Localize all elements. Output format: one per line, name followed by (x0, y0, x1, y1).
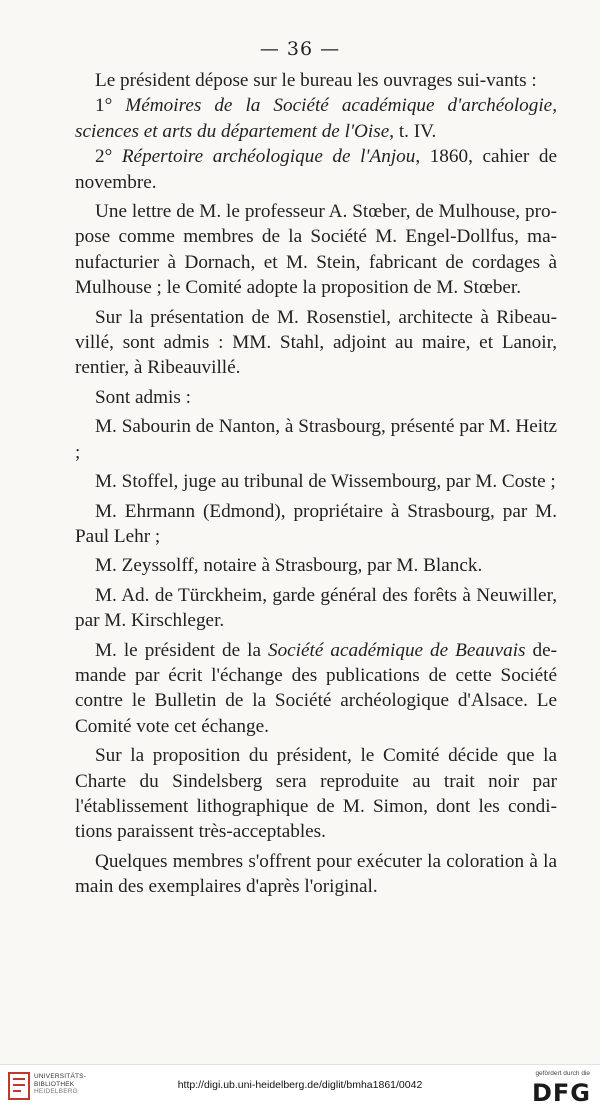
italic-title-run: Mémoires de la Société académique d'archéologie, sciences et arts du département de l'Oise (75, 95, 557, 142)
paragraph (75, 385, 557, 410)
text-run: Quelques membres s'offrent pour exécuter la coloration à la main des exemplaires d'après l'original. (75, 850, 557, 898)
text-run: de-mande par écrit l'échange des publications de cette Société contre le Bulletin de la Société archéologique d'Alsace. Le Comité vote cet échange. (75, 639, 557, 737)
paragraph (75, 849, 557, 900)
text-run: M. Stoffel, juge au tribunal de Wissembourg, par M. Coste ; (95, 471, 556, 493)
paragraph (75, 499, 557, 550)
paragraph (75, 93, 557, 144)
footer-bar (0, 1064, 600, 1108)
text-run: Le président dépose sur le bureau les ouvrages sui-vants : (95, 70, 537, 91)
paragraph (75, 414, 557, 465)
paragraph (75, 638, 557, 740)
library-name-line-3: HEIDELBERG (34, 1088, 78, 1095)
page-body-text (75, 68, 557, 900)
paragraph (75, 553, 557, 578)
text-run: M. Sabourin de Nanton, à Strasbourg, présenté par M. Heitz ; (75, 416, 557, 463)
page-number: — 36 — (259, 38, 341, 60)
text-run: M. Zeyssolff, notaire à Strasbourg, par M. Blanck. (95, 555, 483, 577)
paragraph (75, 68, 557, 93)
italic-title-run: Répertoire archéologique de l'Anjou (121, 146, 416, 168)
library-name-line-1: UNIVERSITÄTS- (34, 1073, 87, 1080)
paragraph (75, 199, 557, 301)
text-run: Une lettre de M. le professeur A. Stœber, de Mulhouse, pro-pose comme membres de la Société M. Engel-Dollfus, ma-nufacturier à Dornach, et M. Stein, fabricant de cordages à Mulhouse ; le Comité adopte la proposition de M. Stœber. (75, 201, 557, 299)
text-run: 1° (95, 95, 126, 117)
funder-caption: gefördert durch die (535, 1070, 590, 1077)
paragraph (75, 583, 557, 634)
permalink-url[interactable]: http://digi.ub.uni-heidelberg.de/diglit/bmha1861/0042 (177, 1079, 423, 1091)
text-run: , t. IV. (389, 120, 437, 142)
text-run: Sur la proposition du président, le Comité décide que la Charte du Sindelsberg sera reproduite au trait noir par l'établissement lithographique de M. Simon, dont les condi-tions paraissent très-acceptables. (75, 745, 557, 843)
text-run: 2° (95, 146, 122, 168)
paragraph (75, 469, 557, 494)
paragraph (75, 144, 557, 195)
text-run: M. Ehrmann (Edmond), propriétaire à Strasbourg, par M. Paul Lehr ; (75, 500, 557, 547)
text-run: M. Ad. de Türckheim, garde général des forêts à Neuwiller, par M. Kirschleger. (75, 584, 557, 632)
library-name-line-2: BIBLIOTHEK (34, 1080, 75, 1088)
paragraph (75, 743, 557, 845)
text-run: M. le président de la (95, 639, 268, 661)
text-run: , 1860, cahier de novembre. (75, 146, 557, 193)
dfg-logo: DFG (531, 1079, 591, 1107)
italic-title-run: Société académique de Beauvais (267, 639, 526, 661)
paragraph (75, 305, 557, 381)
text-run: Sont admis : (95, 386, 191, 408)
text-run: Sur la présentation de M. Rosenstiel, architecte à Ribeau-villé, sont admis : MM. Stahl, adjoint au maire, et Lanoir, rentier, à Ribeauvillé. (75, 306, 557, 379)
